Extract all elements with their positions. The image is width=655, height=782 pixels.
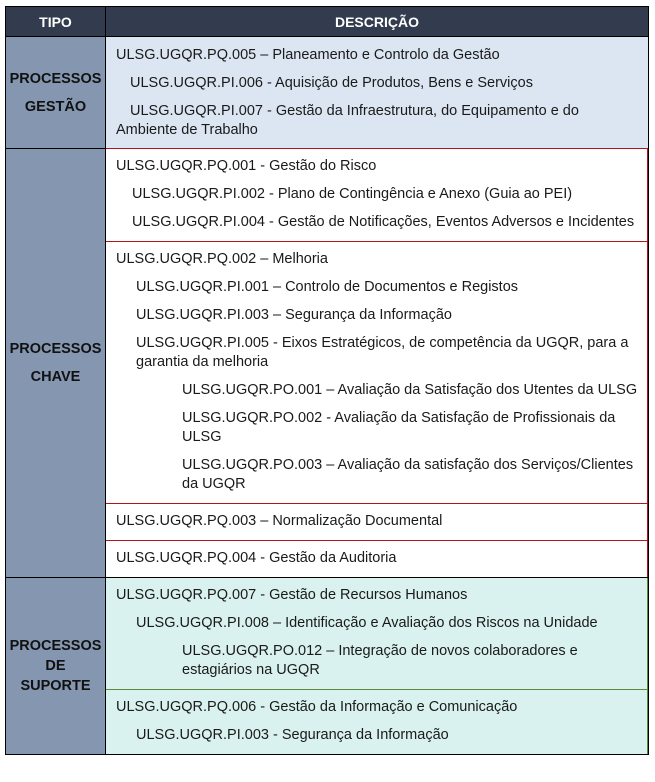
tipo-label-line: CHAVE: [30, 368, 81, 385]
tipo-label-line: PROCESSOS: [9, 70, 102, 87]
tipo-label-line: SUPORTE: [20, 677, 91, 694]
table-header: [6, 7, 648, 37]
tipo-label-line: GESTÃO: [24, 98, 87, 115]
desc-block: [106, 242, 648, 504]
list-item: ULSG.UGQR.PQ.006 - Gestão da Informação e Comunicação: [116, 699, 518, 715]
list-item: ULSG.UGQR.PI.001 – Controlo de Documentos e Registos: [136, 279, 519, 295]
list-item: ULSG.UGQR.PI.006 - Aquisição de Produtos, Bens e Serviços: [130, 74, 533, 91]
group-chave: [6, 149, 648, 578]
list-item: ULSG.UGQR.PI.002 - Plano de Contingência e Anexo (Guia ao PEI): [132, 186, 573, 202]
list-item: ULSG.UGQR.PQ.001 - Gestão do Risco: [116, 158, 377, 174]
list-item: ULSG.UGQR.PO.012 – Integração de novos colaboradores e estagiários na UGQR: [182, 643, 578, 678]
header-tipo: TIPO: [6, 7, 106, 36]
desc-block: [106, 578, 648, 690]
list-item: ULSG.UGQR.PO.002 - Avaliação da Satisfação de Profissionais da ULSG: [182, 410, 616, 445]
desc-block: [106, 690, 648, 754]
list-item: ULSG.UGQR.PI.007 - Gestão da Infraestrutura, do Equipamento e do Ambiente de Trabalho: [116, 102, 579, 138]
desc-block: [106, 541, 648, 577]
tipo-label-line: PROCESSOS: [9, 637, 102, 654]
group-suporte: [6, 578, 648, 754]
list-item: ULSG.UGQR.PQ.002 – Melhoria: [116, 251, 328, 267]
desc-block: [106, 37, 648, 148]
list-item: ULSG.UGQR.PQ.003 – Normalização Documental: [116, 513, 443, 529]
list-item: ULSG.UGQR.PI.008 – Identificação e Avaliação dos Riscos na Unidade: [136, 615, 598, 631]
tipo-suporte: [6, 578, 106, 754]
list-item: ULSG.UGQR.PO.003 – Avaliação da satisfação dos Serviços/Clientes da UGQR: [182, 457, 634, 492]
tipo-label-line: DE: [45, 657, 66, 674]
group-gestao: [6, 37, 648, 149]
desc-block: [106, 149, 648, 242]
list-item: ULSG.UGQR.PI.003 - Segurança da Informação: [136, 727, 449, 743]
process-table: [5, 6, 649, 755]
list-item: ULSG.UGQR.PI.004 - Gestão de Notificações, Eventos Adversos e Incidentes: [132, 214, 635, 230]
list-item: ULSG.UGQR.PQ.004 - Gestão da Auditoria: [116, 550, 397, 566]
header-descricao: DESCRIÇÃO: [334, 13, 419, 30]
list-item: ULSG.UGQR.PQ.007 - Gestão de Recursos Humanos: [116, 587, 468, 603]
tipo-label-line: PROCESSOS: [9, 340, 102, 357]
tipo-chave: [6, 149, 106, 577]
list-item: ULSG.UGQR.PQ.005 – Planeamento e Controlo da Gestão: [116, 46, 500, 63]
list-item: ULSG.UGQR.PI.005 - Eixos Estratégicos, de competência da UGQR, para a garantia da melhoria: [136, 335, 629, 370]
list-item: ULSG.UGQR.PI.003 – Segurança da Informação: [136, 307, 452, 323]
tipo-gestao: [6, 37, 106, 148]
list-item: ULSG.UGQR.PO.001 – Avaliação da Satisfação dos Utentes da ULSG: [182, 382, 638, 398]
desc-block: [106, 504, 648, 541]
